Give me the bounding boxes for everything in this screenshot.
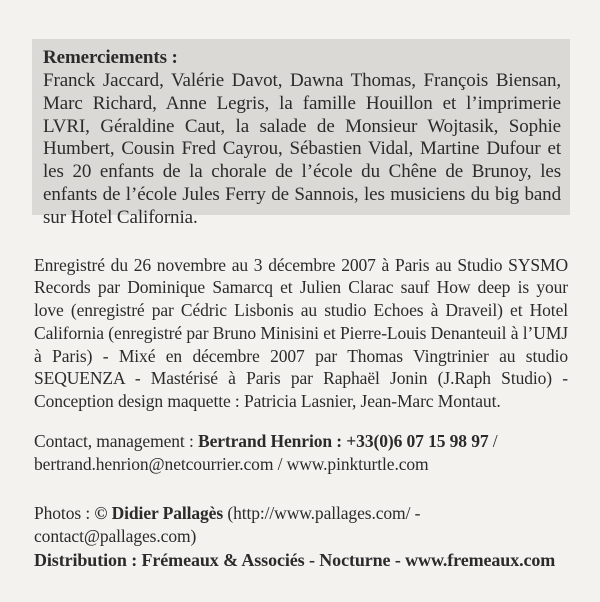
photos-label: Photos : <box>34 503 95 523</box>
photos-details: (http://www.pallages.com/ - contact@pallages.com) <box>34 503 421 546</box>
acknowledgements-box <box>32 39 570 228</box>
contact-label: Contact, management : <box>34 431 198 451</box>
recording-credits: Enregistré du 26 novembre au 3 décembre 2007 à Paris au Studio SYSMO Records par Dominique Samarcq et Julien Clarac sauf How deep is your love (enregistré par Cédric Lisbonis au studio Echoes à Draveil) et Hotel California (enregistré par Bruno Minisini et Pierre-Louis Denanteuil à l’UMJ à Paris) - Mixé en décembre 2007 par Thomas Vingtrinier au studio SEQUENZA - Mastérisé à Paris par Raphaël Jonin (J.Raph Studio) - Conception design maquette : Patricia Lasnier, Jean-Marc Montaut. <box>34 254 568 412</box>
contact-email: bertrand.henrion@netcourrier.com <box>34 453 274 474</box>
contact-block <box>34 430 568 476</box>
acknowledgements-body: Franck Jaccard, Valérie Davot, Dawna Thomas, François Biensan, Marc Richard, Anne Legris, la famille Houillon et l’imprimerie LVRI, Géraldine Caut, la salade de Monsieur Wojtasik, Sophie Humbert, Cousin Fred Cayrou, Sébastien Vidal, Martine Dufour et les 20 enfants de la chorale de l’école du Chêne de Brunoy, les enfants de l’école Jules Ferry de Sannois, les musiciens du big band sur Hotel California. <box>43 70 561 228</box>
distribution-line: Distribution : Frémeaux & Associés - Nocturne - www.fremeaux.com <box>34 550 556 570</box>
contact-separator-2: / <box>273 453 287 474</box>
photos-credit <box>34 502 568 548</box>
photographer-name: © Didier Pallagès <box>94 503 224 523</box>
contact-name-phone: Bertrand Henrion : +33(0)6 07 15 98 97 <box>198 431 489 451</box>
acknowledgements-title: Remerciements : <box>43 47 178 68</box>
contact-separator: / <box>488 431 498 451</box>
contact-website: www.pinkturtle.com <box>286 453 429 474</box>
